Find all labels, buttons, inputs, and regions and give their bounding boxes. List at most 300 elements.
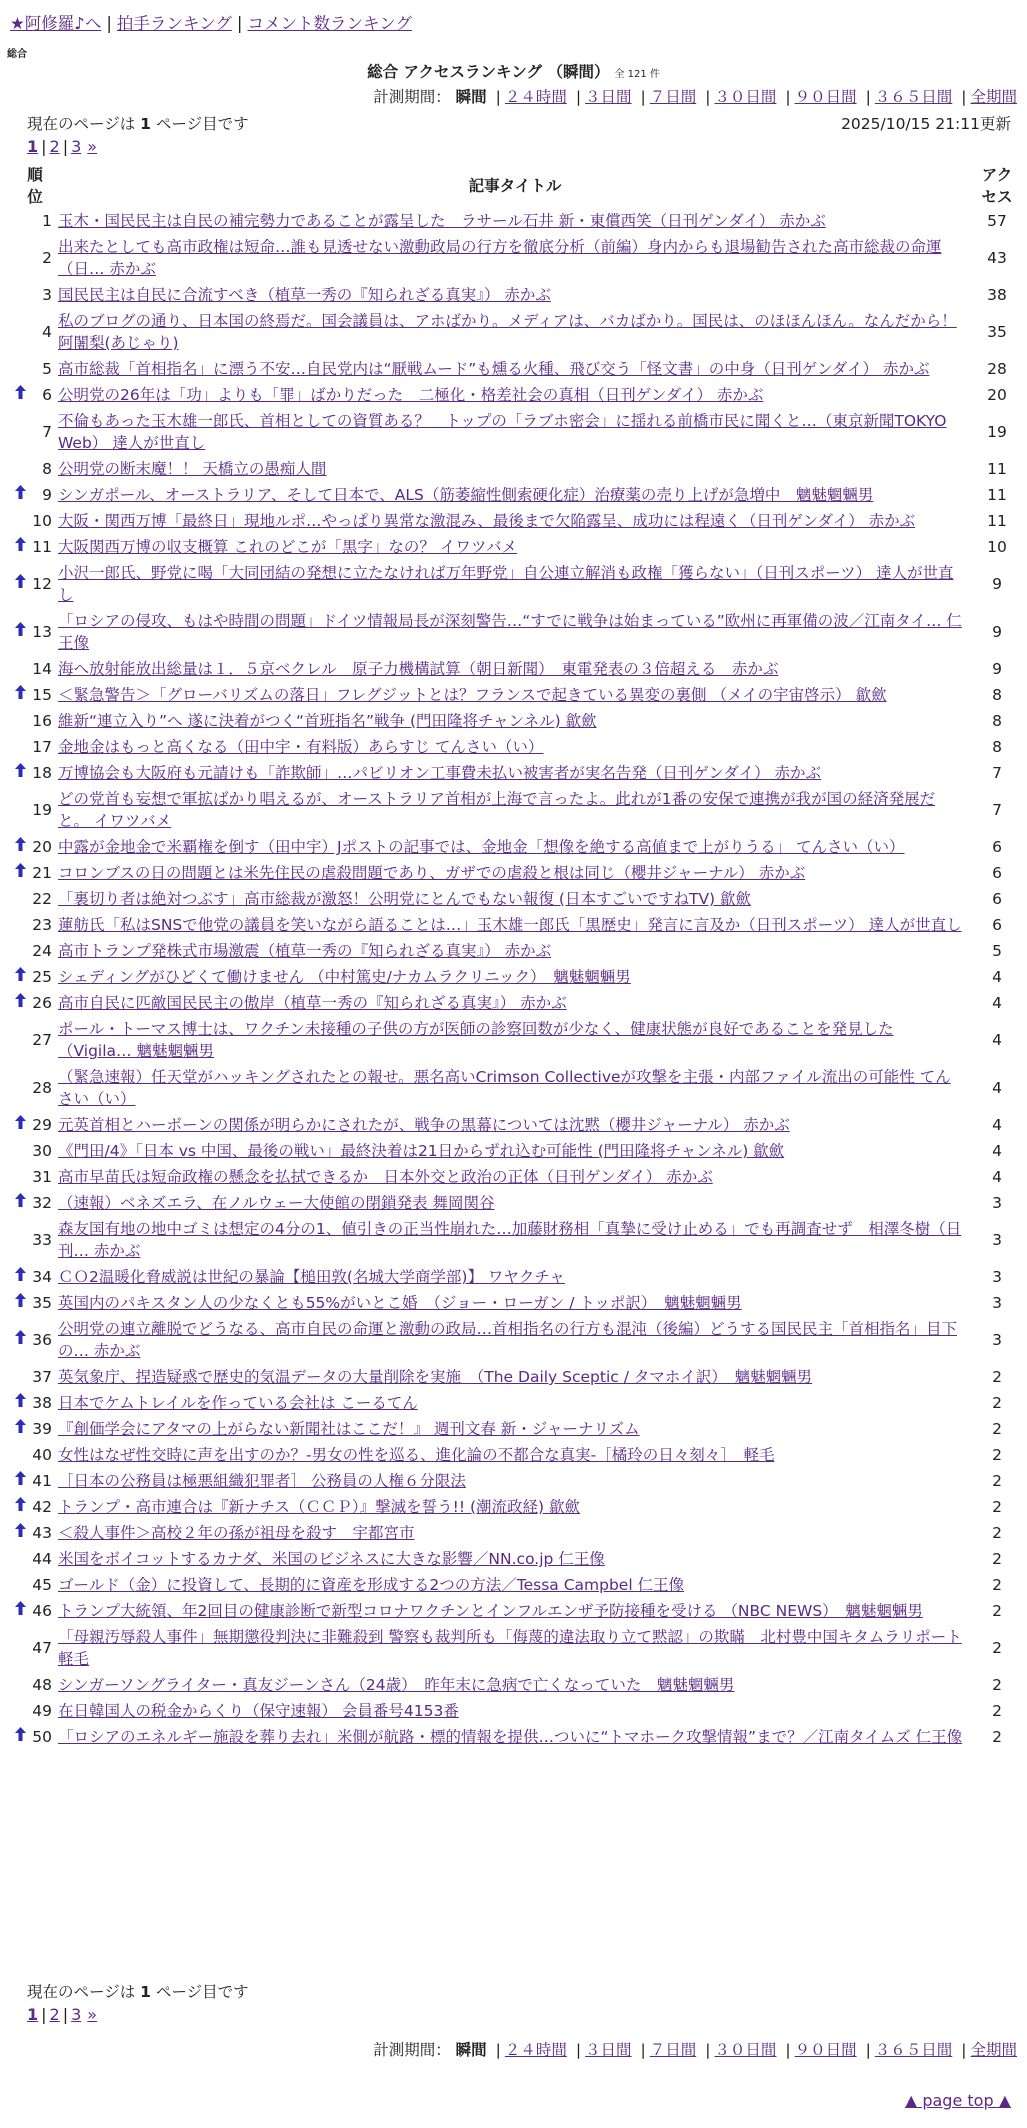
rank-number: 47 (32, 1639, 52, 1657)
rank-number: 41 (32, 1472, 52, 1490)
arrow-cell (8, 1364, 32, 1390)
access-count: 6 (992, 838, 1002, 856)
article-link[interactable]: 玉木・国民民主は自民の補完勢力であることが露呈した ラサール石井 新・東償西笑（日刊ゲンダイ） 赤かぶ (58, 212, 826, 230)
rank-number: 46 (32, 1602, 52, 1620)
page-info-number: 1 (140, 115, 151, 133)
title-cell (56, 1216, 974, 1264)
access-count: 4 (992, 1079, 1002, 1097)
arrow-up-icon (8, 1724, 32, 1750)
arrow-up-icon (8, 1264, 32, 1290)
access-count: 9 (992, 660, 1002, 678)
article-link[interactable]: 蓮舫氏「私はSNSで他党の議員を笑いながら語ることは…」玉木雄一郎氏「黒歴史」発言に言及か（日刊スポーツ） 達人が世直し (58, 916, 962, 934)
title-cell (56, 1138, 974, 1164)
access-count: 38 (987, 286, 1007, 304)
arrow-cell (8, 938, 32, 964)
arrow-up-icon (8, 534, 32, 560)
title-cell (56, 834, 974, 860)
page-title (0, 60, 1027, 82)
table-row (8, 1316, 1020, 1364)
table-row (8, 1390, 1020, 1416)
access-count: 2 (992, 1576, 1002, 1594)
table-row (8, 990, 1020, 1016)
nav-separator: | (106, 14, 112, 33)
article-link[interactable]: 「母親汚辱殺人事件」無期懲役判決に非難殺到 警察も裁判所も「侮蔑的違法取り立て黙認」の欺瞞 北村豊中国キタムラリポート 軽毛 (58, 1628, 962, 1668)
arrow-cell (8, 1624, 32, 1672)
access-count: 6 (992, 864, 1002, 882)
access-count: 3 (992, 1194, 1002, 1212)
arrow-cell (8, 734, 32, 760)
arrow-cell (8, 1216, 32, 1264)
period-7d[interactable]: ７日間 (649, 88, 697, 106)
table-row (8, 708, 1020, 734)
article-link[interactable]: 「ロシアのエネルギー施設を葬り去れ」米側が航路・標的情報を提供…ついに“トマホーク攻撃情報”まで？／江南タイムズ 仁王像 (58, 1728, 963, 1746)
title-cell (56, 1190, 974, 1216)
article-link[interactable]: 高市総裁「首相指名」に漂う不安…自民党内は“厭戦ムード”も燻る火種、飛び交う「怪文書」の中身（日刊ゲンダイ） 赤かぶ (58, 360, 930, 378)
article-link[interactable]: 英国内のパキスタン人の少なくとも55%がいとこ婚 （ジョー・ローガン / トッポ訳） 魑魅魍魎男 (58, 1294, 742, 1312)
title-cell (56, 456, 974, 482)
table-row (8, 886, 1020, 912)
page-info-prefix: 現在のページは (27, 1983, 136, 2001)
access-count: 2 (992, 1702, 1002, 1720)
pager-next[interactable]: » (87, 137, 98, 156)
article-link[interactable]: シンガポール、オーストラリア、そして日本で、ALS（筋萎縮性側索硬化症）治療薬の売り上げが急増中 魑魅魍魎男 (58, 486, 874, 504)
title-cell (56, 860, 974, 886)
table-row (8, 1624, 1020, 1672)
access-count: 2 (992, 1420, 1002, 1438)
page-info-prefix: 現在のページは (27, 115, 136, 133)
article-link[interactable]: 「裏切り者は絶対つぶす」高市総裁が激怒！公明党にとんでもない報復 (日本すごいですねTV) 歙歛 (58, 890, 752, 908)
nav-separator: | (236, 14, 243, 33)
rank-number: 8 (42, 460, 52, 478)
arrow-cell (8, 708, 32, 734)
arrow-up-icon (8, 382, 32, 408)
title-cell (56, 1112, 974, 1138)
arrow-cell (8, 456, 32, 482)
arrow-cell (8, 1016, 32, 1064)
rank-number: 2 (42, 249, 52, 267)
rank-number: 16 (32, 712, 52, 730)
page-info-suffix: ページ目です (155, 115, 249, 133)
period-current: 瞬間 (455, 2041, 487, 2059)
article-link[interactable]: ゴールド（金）に投資して、長期的に資産を形成する2つの方法／Tessa Campbel 仁王像 (58, 1576, 685, 1594)
nav-link-applause-ranking[interactable]: 拍手ランキング (116, 14, 232, 33)
title-cell (56, 886, 974, 912)
table-row (8, 282, 1020, 308)
table-row (8, 1138, 1020, 1164)
article-link[interactable]: シェディングがひどくて働けません （中村篤史/ナカムラクリニック） 魑魅魍魎男 (58, 968, 631, 986)
table-row (8, 456, 1020, 482)
article-link[interactable]: 在日韓国人の税金からくり（保守速報） 会員番号4153番 (58, 1702, 459, 1720)
arrow-cell (8, 356, 32, 382)
period-all[interactable]: 全期間 (970, 2041, 1017, 2059)
title-cell (56, 708, 974, 734)
access-count: 3 (992, 1331, 1002, 1349)
title-cell (56, 1520, 974, 1546)
nav-link-ashura[interactable]: ★阿修羅♪へ (10, 14, 102, 33)
rank-number: 43 (32, 1524, 52, 1542)
article-link[interactable]: 日本でケムトレイルを作っている会社は こーるてん (58, 1394, 418, 1412)
arrow-up-icon (8, 760, 32, 786)
article-link[interactable]: どの党首も妄想で軍拡ばかり唱えるが、オーストラリア首相が上海で言ったよ。此れが1番の安保で連携が我が国の経済発展だと。 イワツバメ (58, 790, 936, 830)
table-row (8, 1520, 1020, 1546)
period-90d[interactable]: ９０日間 (794, 2041, 857, 2059)
rank-number: 1 (42, 212, 52, 230)
access-count: 2 (992, 1728, 1002, 1746)
article-link[interactable]: 英気象庁、捏造疑惑で歴史的気温データの大量削除を実施 （The Daily Sceptic / タマホイ訳） 魑魅魍魎男 (58, 1368, 813, 1386)
title-cell (56, 912, 974, 938)
article-link[interactable]: 「ロシアの侵攻、もはや時間の問題」ドイツ情報局長が深刻警告…“すでに戦争は始まっている”欧州に再軍備の波／江南タイ… 仁王像 (58, 612, 962, 652)
access-count: 2 (992, 1368, 1002, 1386)
rank-number: 22 (32, 890, 52, 908)
rank-number: 48 (32, 1676, 52, 1694)
access-count: 7 (992, 801, 1002, 819)
article-link[interactable]: 公明党の断末魔！！ 天橋立の愚痴人間 (58, 460, 327, 478)
rank-number: 24 (32, 942, 52, 960)
article-link[interactable]: 森友国有地の地中ゴミは想定の4分の1、値引きの正当性崩れた…加藤財務相「真摯に受け止める」でも再調査せず 相澤冬樹（日刊… 赤かぶ (58, 1220, 962, 1260)
table-row (8, 1698, 1020, 1724)
header-title: 記事タイトル (468, 177, 562, 195)
title-cell (56, 1494, 974, 1520)
arrow-up-icon (8, 1390, 32, 1416)
title-cell (56, 1264, 974, 1290)
title-cell (56, 1724, 974, 1750)
article-link[interactable]: 中露が金地金で米覇権を倒す（田中宇）Jポストの記事では、金地金「想像を絶する高値まで上がりうる」 てんさい（い） (58, 838, 905, 856)
period-365d[interactable]: ３６５日間 (874, 2041, 953, 2059)
article-link[interactable]: 小沢一郎氏、野党に喝「大同団結の発想に立たなければ万年野党」自公連立解消も政権「獲らない」（日刊スポーツ） 達人が世直し (58, 564, 954, 604)
article-link[interactable]: 維新“連立入り”へ 遂に決着がつく“首班指名”戦争 (門田隆将チャンネル) 歙歛 (58, 712, 597, 730)
title-cell (56, 1164, 974, 1190)
arrow-cell (8, 656, 32, 682)
title-cell (56, 734, 974, 760)
article-link[interactable]: シンガーソングライター・真友ジーンさん（24歳） 昨年末に急病で亡くなっていた 魑魅魍魎男 (58, 1676, 735, 1694)
arrow-up-icon (8, 1112, 32, 1138)
article-link[interactable]: 出来たとしても高市政権は短命…誰も見透せない激動政局の行方を徹底分析（前編）身内からも退場勧告された高市総裁の命運（日… 赤かぶ (58, 238, 942, 278)
pager-page-2[interactable]: 2 (49, 2005, 60, 2024)
updated-timestamp: 2025/10/15 21:11更新 (841, 115, 1011, 133)
period-7d[interactable]: ７日間 (649, 2041, 697, 2059)
rank-number: 39 (32, 1420, 52, 1438)
article-link[interactable]: 国民民主は自民に合流すべき（植草一秀の『知られざる真実』） 赤かぶ (58, 286, 551, 304)
period-selector-top: 計測期間： 瞬間 | ２４時間 | ３日間 | ７日間 | ３０日間 | ９０日間 | ３６５日間 | 全期間 (373, 88, 1017, 106)
table-row (8, 208, 1020, 234)
title-cell (56, 560, 974, 608)
period-24h[interactable]: ２４時間 (504, 88, 567, 106)
rank-number: 18 (32, 764, 52, 782)
arrow-cell (8, 234, 32, 282)
page-top-link[interactable]: ▲ page top ▲ (904, 2091, 1011, 2110)
title-cell (56, 990, 974, 1016)
arrow-up-icon (8, 560, 32, 608)
page-info-bottom (27, 1980, 249, 2002)
rank-number: 9 (42, 486, 52, 504)
table-row (8, 860, 1020, 886)
arrow-up-icon (8, 1520, 32, 1546)
arrow-cell (8, 886, 32, 912)
arrow-cell (8, 1546, 32, 1572)
table-row (8, 1416, 1020, 1442)
pager-page-current[interactable]: 1 (27, 2005, 39, 2024)
period-label: 計測期間： (373, 88, 451, 106)
arrow-up-icon (8, 482, 32, 508)
rank-number: 5 (42, 360, 52, 378)
access-count: 4 (992, 1168, 1002, 1186)
table-row (8, 1724, 1020, 1750)
arrow-cell (8, 1672, 32, 1698)
title-cell (56, 682, 974, 708)
table-row (8, 786, 1020, 834)
article-link[interactable]: ＜殺人事件＞高校２年の孫が祖母を殺す 宇都宮市 (58, 1524, 415, 1542)
table-header-row (8, 164, 1020, 208)
period-3d[interactable]: ３日間 (585, 2041, 632, 2059)
article-link[interactable]: 『創価学会にアタマの上がらない新聞社はここだ！』 週刊文春 新・ジャーナリズム (58, 1420, 640, 1438)
arrow-up-icon (8, 990, 32, 1016)
pager-page-3[interactable]: 3 (71, 137, 82, 156)
article-link[interactable]: 金地金はもっと高くなる（田中宇・有料版）あらすじ てんさい（い） (58, 738, 544, 756)
article-link[interactable]: 公明党の連立離脱でどうなる、高市自民の命運と激動の政局…首相指名の行方も混沌（後編）どうする国民民主「首相指名」目下の… 赤かぶ (58, 1320, 958, 1360)
ranking-table (8, 164, 1020, 1750)
access-count: 3 (992, 1294, 1002, 1312)
article-link[interactable]: コロンブスの日の問題とは米先住民の虐殺問題であり、ガザでの虐殺と根は同じ（櫻井ジャーナル） 赤かぶ (58, 864, 806, 882)
arrow-up-icon (8, 860, 32, 886)
title-cell (56, 482, 974, 508)
period-all[interactable]: 全期間 (970, 88, 1017, 106)
arrow-cell (8, 282, 32, 308)
table-row (8, 508, 1020, 534)
arrow-up-icon (8, 1290, 32, 1316)
arrow-cell (8, 1164, 32, 1190)
arrow-cell (8, 1698, 32, 1724)
rank-number: 33 (32, 1231, 52, 1249)
period-current: 瞬間 (455, 88, 487, 106)
title-cell (56, 1624, 974, 1672)
rank-number: 20 (32, 838, 52, 856)
article-link[interactable]: 万博協会も大阪府も元請けも「詐欺師」…パビリオン工事費未払い被害者が実名告発（日刊ゲンダイ） 赤かぶ (58, 764, 822, 782)
access-count: 4 (992, 968, 1002, 986)
arrow-cell (8, 1138, 32, 1164)
rank-number: 40 (32, 1446, 52, 1464)
arrow-up-icon (8, 1416, 32, 1442)
title-cell (56, 234, 974, 282)
access-count: 9 (992, 623, 1002, 641)
arrow-cell (8, 208, 32, 234)
table-row (8, 356, 1020, 382)
rank-number: 28 (32, 1079, 52, 1097)
access-count: 5 (992, 942, 1002, 960)
access-count: 3 (992, 1231, 1002, 1249)
article-link[interactable]: 高市トランプ発株式市場激震（植草一秀の『知られざる真実』） 赤かぶ (58, 942, 552, 960)
table-row (8, 938, 1020, 964)
arrow-up-icon (8, 1494, 32, 1520)
access-count: 9 (992, 575, 1002, 593)
rank-number: 10 (32, 512, 52, 530)
article-link[interactable]: 大阪関西万博の収支概算 これのどこが「黒字」なの？ イワツバメ (58, 538, 518, 556)
rank-number: 37 (32, 1368, 52, 1386)
arrow-cell (8, 1442, 32, 1468)
rank-number: 23 (32, 916, 52, 934)
rank-number: 3 (42, 286, 52, 304)
nav-link-comment-ranking[interactable]: コメント数ランキング (247, 14, 412, 33)
title-cell (56, 1672, 974, 1698)
table-row (8, 1364, 1020, 1390)
access-count: 6 (992, 916, 1002, 934)
access-count: 57 (987, 212, 1007, 230)
title-cell (56, 1390, 974, 1416)
period-24h[interactable]: ２４時間 (504, 2041, 567, 2059)
total-count: 全 121 件 (614, 69, 660, 80)
period-30d[interactable]: ３０日間 (714, 2041, 777, 2059)
access-count: 2 (992, 1498, 1002, 1516)
pager-page-3[interactable]: 3 (71, 2005, 82, 2024)
article-link[interactable]: 高市自民に匹敵国民民主の傲岸（植草一秀の『知られざる真実』） 赤かぶ (58, 994, 567, 1012)
access-count: 4 (992, 994, 1002, 1012)
period-label: 計測期間： (373, 2041, 451, 2059)
access-count: 20 (987, 386, 1007, 404)
table-row (8, 1494, 1020, 1520)
article-link[interactable]: 元英首相とハーボーンの関係が明らかにされたが、戦争の黒幕については沈黙（櫻井ジャーナル） 赤かぶ (58, 1116, 790, 1134)
header-access: アクセス (981, 166, 1013, 206)
article-link[interactable]: 《門田/4》「日本 vs 中国、最後の戦い」最終決着は21日からずれ込む可能性 (門田隆将チャンネル) 歙歛 (58, 1142, 785, 1160)
page-info-suffix: ページ目です (155, 1983, 249, 2001)
arrow-up-icon (8, 1468, 32, 1494)
access-count: 8 (992, 712, 1002, 730)
period-selector-bottom: 計測期間： 瞬間 | ２４時間 | ３日間 | ７日間 | ３０日間 | ９０日間 | ３６５日間 | 全期間 (373, 2041, 1017, 2059)
table-row (8, 1190, 1020, 1216)
table-row (8, 1572, 1020, 1598)
table-row (8, 1672, 1020, 1698)
article-link[interactable]: トランプ大統領、年2回目の健康診断で新型コロナワクチンとインフルエンザ予防接種を受ける （NBC NEWS） 魑魅魍魎男 (58, 1602, 923, 1620)
table-row (8, 1112, 1020, 1138)
article-link[interactable]: 公明党の26年は「功」よりも「罪」ばかりだった 二極化・格差社会の真相（日刊ゲンダイ） 赤かぶ (58, 386, 764, 404)
rank-number: 26 (32, 994, 52, 1012)
rank-number: 27 (32, 1031, 52, 1049)
table-row (8, 656, 1020, 682)
table-row (8, 1264, 1020, 1290)
arrow-up-icon (8, 1598, 32, 1624)
title-cell (56, 786, 974, 834)
article-link[interactable]: 不倫もあった玉木雄一郎氏、首相としての資質ある？ トップの「ラブホ密会」に揺れる前橋市民に聞くと…（東京新聞TOKYO Web） 達人が世直し (58, 412, 947, 452)
title-cell (56, 1064, 974, 1112)
rank-number: 44 (32, 1550, 52, 1568)
table-row (8, 912, 1020, 938)
rank-number: 19 (32, 801, 52, 819)
table-row (8, 1598, 1020, 1624)
period-365d[interactable]: ３６５日間 (874, 88, 953, 106)
table-row (8, 308, 1020, 356)
access-count: 4 (992, 1142, 1002, 1160)
article-link[interactable]: 私のブログの通り、日本国の終焉だ。国会議員は、アホばかり。メディアは、バカばかり。国民は、のほほんほん。なんだから！ 阿闍梨(あじゃり) (58, 312, 957, 352)
article-link[interactable]: 海へ放射能放出総量は１．５京ベクレル 原子力機構試算（朝日新聞） 東電発表の３倍超える 赤かぶ (58, 660, 779, 678)
access-count: 2 (992, 1446, 1002, 1464)
rank-number: 34 (32, 1268, 52, 1286)
rank-number: 42 (32, 1498, 52, 1516)
arrow-cell (8, 408, 32, 456)
rank-number: 11 (32, 538, 52, 556)
pager-page-current[interactable]: 1 (27, 137, 39, 156)
arrow-up-icon (8, 682, 32, 708)
arrow-cell (8, 508, 32, 534)
table-row (8, 734, 1020, 760)
article-link[interactable]: ［日本の公務員は極悪組織犯罪者］ 公務員の人権６分限法 (58, 1472, 466, 1490)
rank-number: 50 (32, 1728, 52, 1746)
access-count: 2 (992, 1472, 1002, 1490)
rank-number: 17 (32, 738, 52, 756)
access-count: 2 (992, 1394, 1002, 1412)
title-cell (56, 938, 974, 964)
article-link[interactable]: （緊急速報）任天堂がハッキングされたとの報せ。悪名高いCrimson Collectiveが攻撃を主張・内部ファイル流出の可能性 てんさい（い） (58, 1068, 951, 1108)
rank-number: 4 (42, 323, 52, 341)
article-link[interactable]: 高市早苗氏は短命政権の懸念を払拭できるか 日本外交と政治の正体（日刊ゲンダイ） 赤かぶ (58, 1168, 713, 1186)
rank-number: 14 (32, 660, 52, 678)
title-cell (56, 1698, 974, 1724)
title-cell (56, 1442, 974, 1468)
article-link[interactable]: 女性はなぜ性交時に声を出すのか？-男女の性を巡る、進化論の不都合な真実-［橘玲の日々刻々］ 軽毛 (58, 1446, 775, 1464)
arrow-up-icon (8, 608, 32, 656)
access-count: 2 (992, 1602, 1002, 1620)
title-cell (56, 1290, 974, 1316)
access-count: 28 (987, 360, 1007, 378)
table-row (8, 1546, 1020, 1572)
article-link[interactable]: トランプ・高市連合は『新ナチス（ＣＣＰ）』撃滅を誓う!! (潮流政経) 歙歛 (58, 1498, 581, 1516)
rank-number: 32 (32, 1194, 52, 1212)
article-link[interactable]: ＣＯ2温暖化脅威説は世紀の暴論【槌田敦(名城大学商学部)】 ワヤクチャ (58, 1268, 565, 1286)
table-row (8, 482, 1020, 508)
rank-number: 13 (32, 623, 52, 641)
article-link[interactable]: ＜緊急警告＞「グローバリズムの落日」フレグジットとは？フランスで起きている異変の裏側 （メイの宇宙啓示） 歙歛 (58, 686, 887, 704)
arrow-cell (8, 912, 32, 938)
page-info-number: 1 (140, 1983, 151, 2001)
title-cell (56, 608, 974, 656)
title-cell (56, 282, 974, 308)
article-link[interactable]: 大阪・関西万博「最終日」現地ルポ…やっぱり異常な激混み、最後まで欠陥露呈、成功には程遠く（日刊ゲンダイ） 赤かぶ (58, 512, 916, 530)
access-count: 10 (987, 538, 1007, 556)
pager-next[interactable]: » (87, 2005, 98, 2024)
arrow-up-icon (8, 834, 32, 860)
ranking-table-body (8, 208, 1020, 1750)
rank-number: 12 (32, 575, 52, 593)
title-cell (56, 760, 974, 786)
table-row (8, 964, 1020, 990)
title-cell (56, 1598, 974, 1624)
page-title-text: 総合 アクセスランキング （瞬間） (367, 63, 610, 81)
table-row (8, 1216, 1020, 1264)
pager-top: 1 | 2 | 3 » (27, 137, 98, 156)
table-row (8, 1468, 1020, 1494)
title-cell (56, 656, 974, 682)
article-link[interactable]: 米国をボイコットするカナダ、米国のビジネスに大きな影響／NN.co.jp 仁王像 (58, 1550, 605, 1568)
table-row (8, 682, 1020, 708)
period-30d[interactable]: ３０日間 (714, 88, 777, 106)
pager-page-2[interactable]: 2 (49, 137, 60, 156)
access-count: 11 (987, 512, 1007, 530)
header-rank: 順位 (27, 166, 43, 206)
access-count: 6 (992, 890, 1002, 908)
title-cell (56, 1468, 974, 1494)
rank-number: 29 (32, 1116, 52, 1134)
period-3d[interactable]: ３日間 (585, 88, 632, 106)
title-cell (56, 534, 974, 560)
rank-number: 31 (32, 1168, 52, 1186)
access-count: 8 (992, 738, 1002, 756)
rank-number: 25 (32, 968, 52, 986)
arrow-up-icon (8, 1190, 32, 1216)
arrow-up-icon (8, 964, 32, 990)
article-link[interactable]: ポール・トーマス博士は、ワクチン未接種の子供の方が医師の診察回数が少なく、健康状態が良好であることを発見した（Vigila… 魑魅魍魎男 (58, 1020, 894, 1060)
table-row (8, 560, 1020, 608)
period-90d[interactable]: ９０日間 (794, 88, 857, 106)
access-count: 2 (992, 1524, 1002, 1542)
article-link[interactable]: （速報）ベネズエラ、在ノルウェー大使館の閉鎖発表 舞岡関谷 (58, 1194, 495, 1212)
title-cell (56, 308, 974, 356)
